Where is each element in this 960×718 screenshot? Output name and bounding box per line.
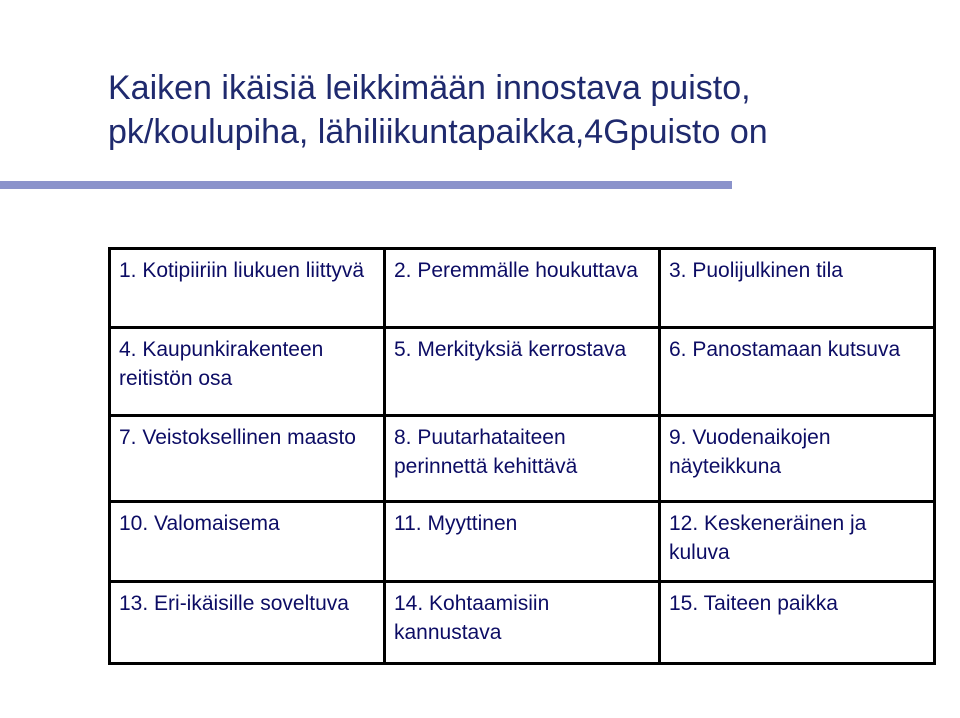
slide-title-line-2: pk/koulupiha, lähiliikuntapaikka,4Gpuisto on (108, 113, 768, 151)
grid-cell: 7. Veistoksellinen maasto (110, 416, 385, 502)
grid-cell: 6. Panostamaan kutsuva (660, 328, 935, 416)
grid-cell: 10. Valomaisema (110, 502, 385, 582)
grid-cell: 2. Peremmälle houkuttava (385, 249, 660, 328)
slide-title (108, 66, 948, 154)
grid-row (110, 416, 935, 502)
grid-cell: 13. Eri-ikäisille soveltuva (110, 582, 385, 664)
grid-cell: 12. Keskeneräinen ja kuluva (660, 502, 935, 582)
grid-cell: 14. Kohtaamisiin kannustava (385, 582, 660, 664)
grid-row (110, 502, 935, 582)
grid-cell: 11. Myyttinen (385, 502, 660, 582)
features-grid (108, 247, 936, 665)
slide-title-line-1: Kaiken ikäisiä leikkimään innostava puisto, (108, 69, 751, 107)
grid-row (110, 582, 935, 664)
grid-cell: 5. Merkityksiä kerrostava (385, 328, 660, 416)
grid-cell: 4. Kaupunkirakenteen reitistön osa (110, 328, 385, 416)
grid-cell: 8. Puutarhataiteen perinnettä kehittävä (385, 416, 660, 502)
grid-cell: 9. Vuodenaikojen näyteikkuna (660, 416, 935, 502)
grid-cell: 3. Puolijulkinen tila (660, 249, 935, 328)
title-underline-rule (0, 181, 732, 189)
grid-cell: 1. Kotipiiriin liukuen liittyvä (110, 249, 385, 328)
grid-cell: 15. Taiteen paikka (660, 582, 935, 664)
grid-row (110, 249, 935, 328)
grid-row (110, 328, 935, 416)
